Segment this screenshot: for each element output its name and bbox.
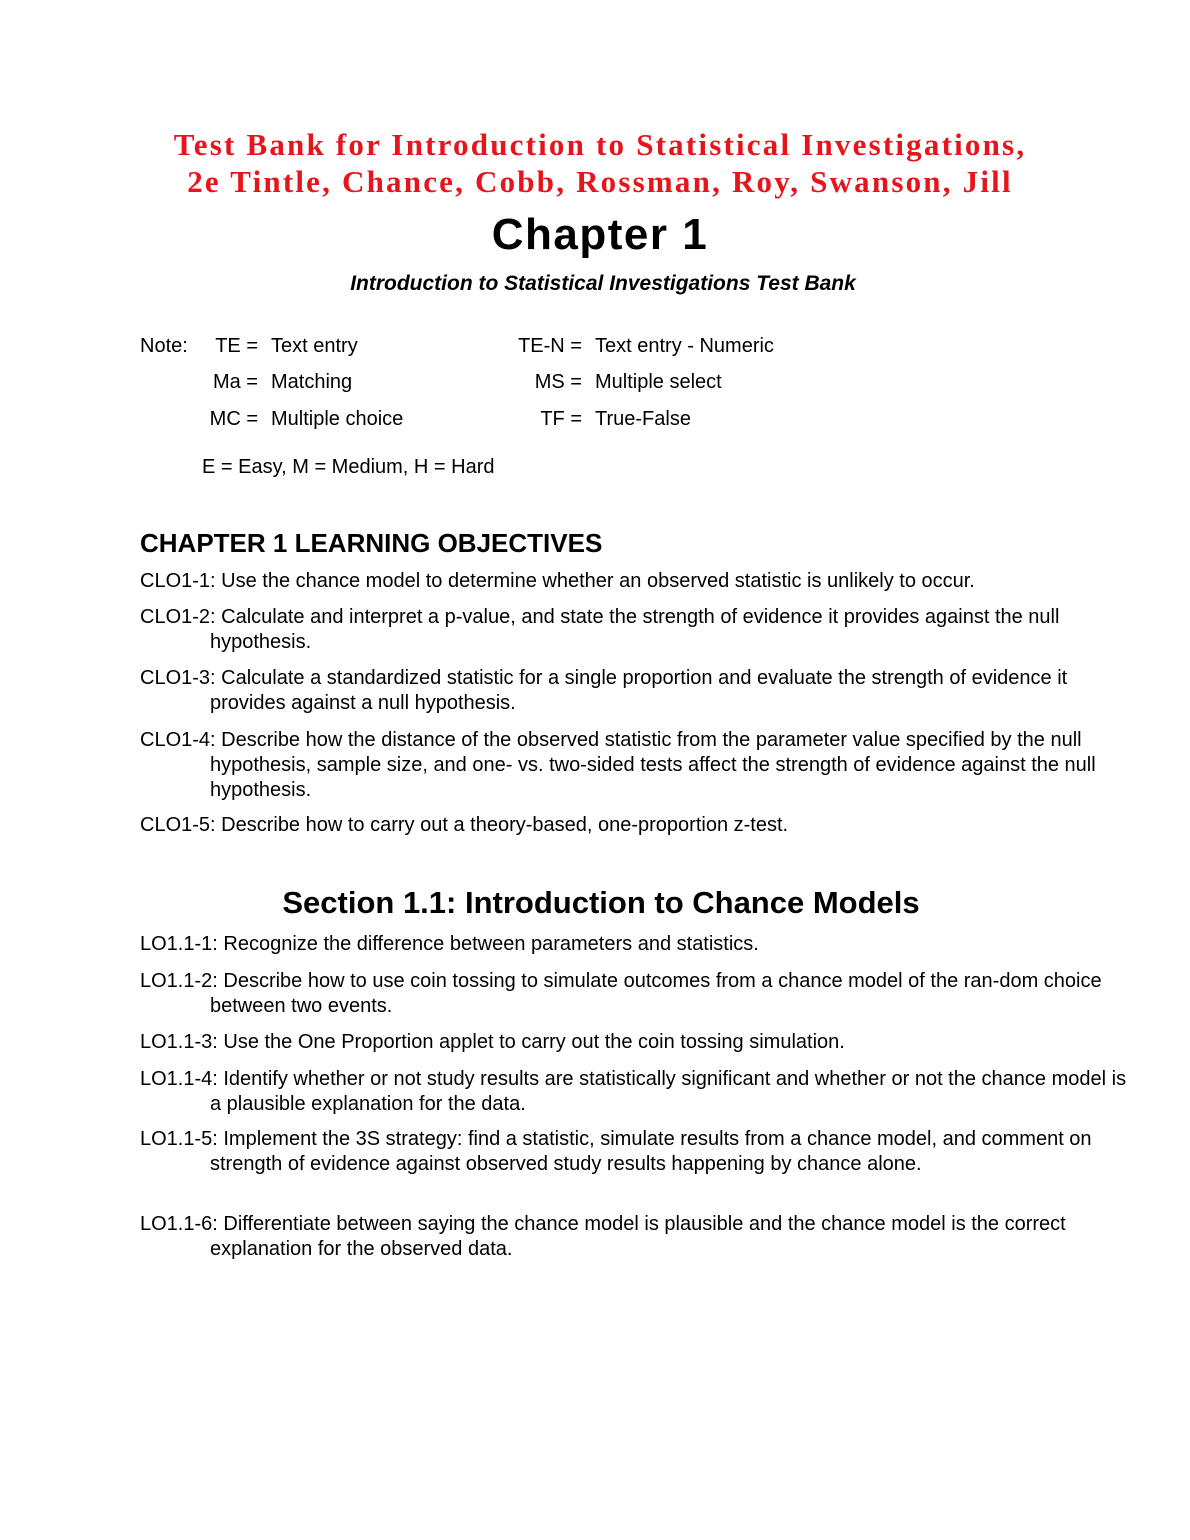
section-objective-item: LO1.1-2: Describe how to use coin tossing to simulate outcomes from a chance model of the ran-dom choice between two events. <box>140 970 1102 1017</box>
note-code: MS = <box>534 371 582 393</box>
note-code: TE-N = <box>518 335 582 357</box>
objective-item: CLO1-2: Calculate and interpret a p-value, and state the strength of evidence it provides against the null hypothesis. <box>140 606 1060 653</box>
section-objective-item: LO1.1-1: Recognize the difference between parameters and statistics. <box>140 933 759 955</box>
chapter-heading: Chapter 1 <box>491 210 709 259</box>
objective-item: CLO1-5: Describe how to carry out a theory-based, one-proportion z-test. <box>140 814 789 836</box>
note-desc: True-False <box>595 408 691 430</box>
section-heading: Section 1.1: Introduction to Chance Models <box>282 885 920 920</box>
note-desc: Text entry - Numeric <box>595 335 774 357</box>
objective-item: CLO1-3: Calculate a standardized statistic for a single proportion and evaluate the strength of evidence it provides against a null hypothesis. <box>140 667 1068 714</box>
objective-item: CLO1-4: Describe how the distance of the observed statistic from the parameter value specified by the null hypothesis, sample size, and one- vs. two-sided tests affect the strength of evidence against the null hypothesis. <box>140 729 1096 801</box>
note-code: TE = <box>215 335 258 357</box>
objective-item: CLO1-1: Use the chance model to determine whether an observed statistic is unlikely to occur. <box>140 570 975 592</box>
note-desc: Multiple select <box>595 371 722 393</box>
section-objective-item: LO1.1-3: Use the One Proportion applet to carry out the coin tossing simulation. <box>140 1031 845 1053</box>
note-label: Note: <box>140 335 188 357</box>
note-code: Ma = <box>212 371 258 393</box>
section-objective-item: LO1.1-4: Identify whether or not study results are statistically significant and whether or not the chance model is a plausible explanation for the data. <box>140 1068 1127 1115</box>
document-title-line-1: Test Bank for Introduction to Statistical Investigations, <box>173 127 1027 162</box>
section-objective-item: LO1.1-5: Implement the 3S strategy: find a statistic, simulate results from a chance model, and comment on strength of evidence against observed study results happening by chance alone. <box>140 1128 1092 1175</box>
note-desc: Matching <box>271 371 353 393</box>
note-code: TF = <box>540 408 582 430</box>
note-code: MC = <box>209 408 258 430</box>
section-objective-item: LO1.1-6: Differentiate between saying the chance model is plausible and the chance model is the correct explanation for the observed data. <box>140 1213 1066 1260</box>
chapter-subtitle: Introduction to Statistical Investigations Test Bank <box>350 272 856 295</box>
document-title-line-2: 2e Tintle, Chance, Cobb, Rossman, Roy, Swanson, Jill <box>187 164 1013 199</box>
difficulty-legend: E = Easy, M = Medium, H = Hard <box>202 456 495 478</box>
objectives-heading: CHAPTER 1 LEARNING OBJECTIVES <box>140 528 603 558</box>
note-desc: Multiple choice <box>271 408 404 430</box>
note-desc: Text entry <box>271 335 358 357</box>
